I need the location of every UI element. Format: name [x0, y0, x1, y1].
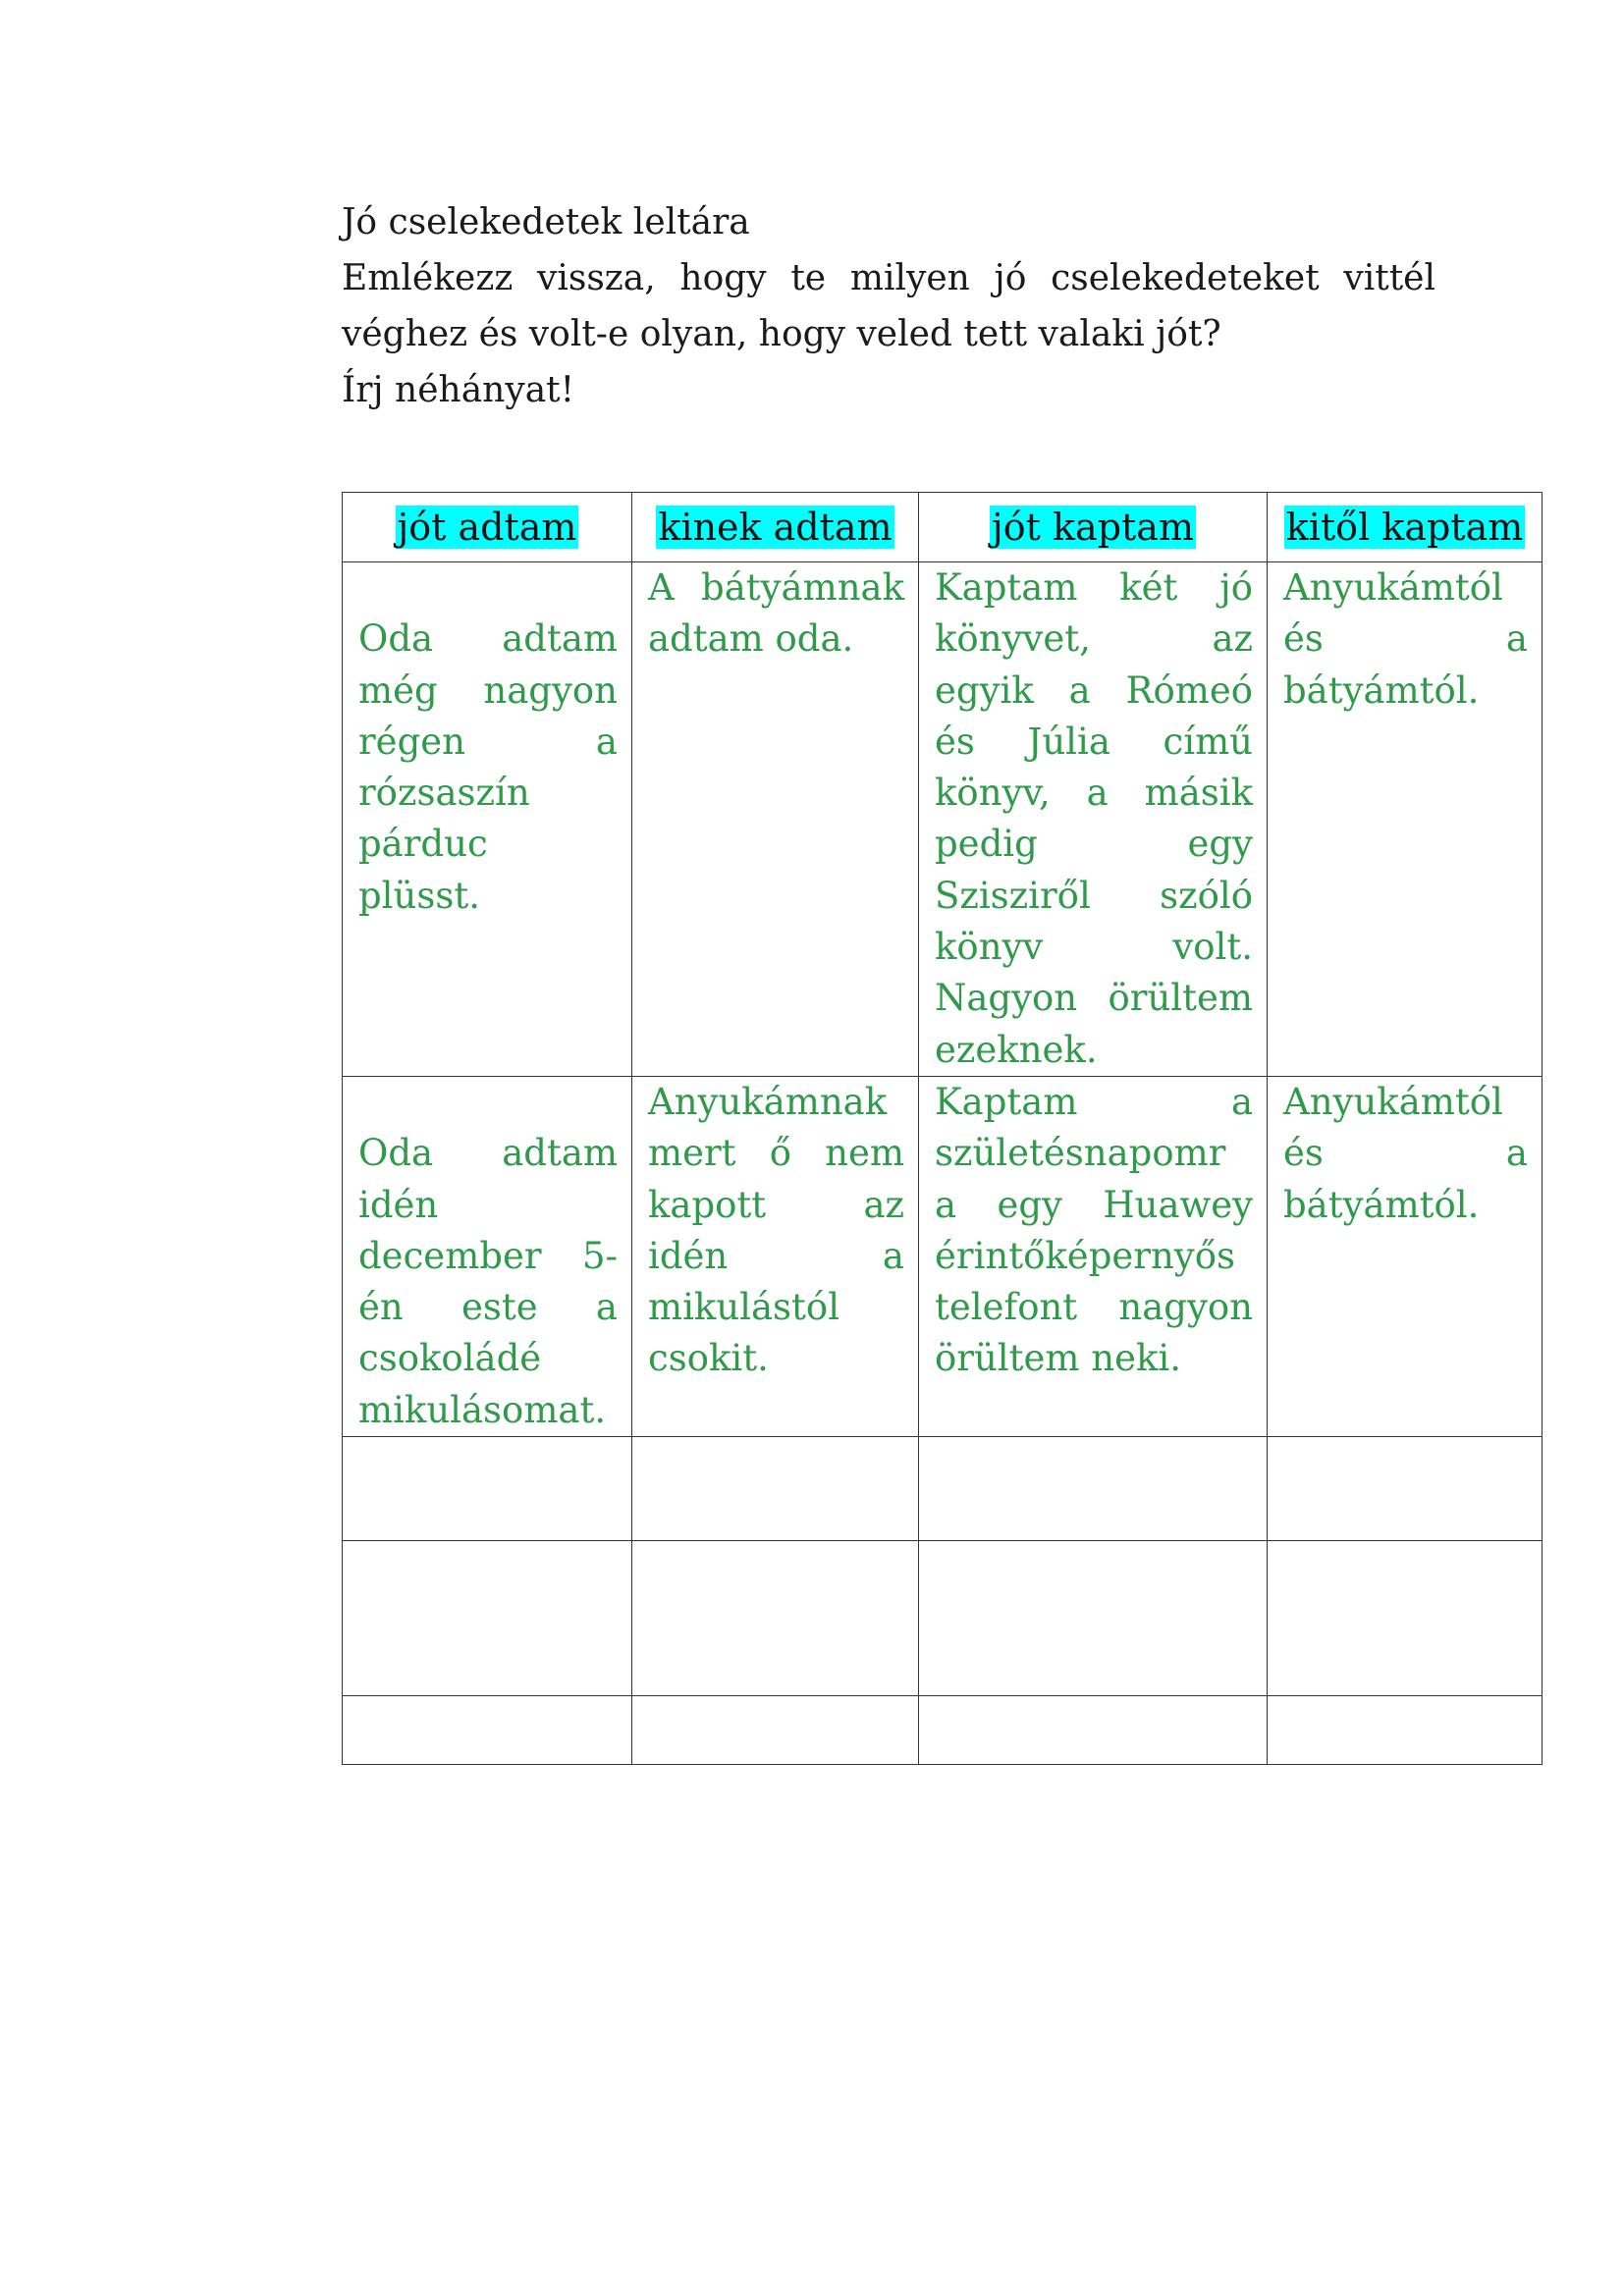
empty-cell	[1268, 1541, 1543, 1696]
text-line: bátyámtól.	[1283, 668, 1480, 712]
cell-text	[1268, 562, 1542, 717]
text-line: még nagyon	[358, 668, 618, 712]
text-line: könyv, a másik	[935, 772, 1253, 815]
cell-gave	[343, 1076, 632, 1436]
text-line: mikulásomat.	[358, 1388, 607, 1431]
text-line: csokoládé	[358, 1337, 542, 1380]
text-line: érintőképernyős	[935, 1234, 1235, 1277]
text-line: pedig egy	[935, 823, 1253, 866]
text-line: adtam oda.	[648, 617, 854, 661]
text-line: a egy Huawey	[935, 1183, 1253, 1226]
cell-received	[919, 562, 1268, 1077]
text-line: párduc	[358, 823, 488, 866]
cell-from-whom	[1268, 562, 1543, 1077]
header-cell	[1268, 493, 1543, 562]
text-line: Kaptam két jó	[935, 566, 1253, 609]
text-line: december 5-	[358, 1234, 618, 1277]
header-received: jót kaptam	[992, 506, 1194, 549]
text-line: születésnapomr	[935, 1132, 1226, 1175]
header-from-whom: kitől kaptam	[1285, 506, 1524, 549]
text-line: Anyukámtól	[1283, 566, 1503, 609]
text-line: Szisziről szóló	[935, 874, 1253, 917]
empty-cell	[343, 1541, 632, 1696]
text-line: idén	[358, 1183, 439, 1226]
good-deeds-table	[342, 492, 1543, 1765]
text-line: és a	[1283, 617, 1528, 661]
header-cell	[632, 493, 919, 562]
empty-cell	[632, 1696, 919, 1765]
worksheet-title: Jó cselekedetek leltára	[342, 202, 750, 242]
text-line: régen a	[358, 720, 618, 763]
cell-to-whom	[632, 562, 919, 1077]
text-line: könyv volt.	[935, 926, 1253, 969]
text-line: A bátyámnak	[648, 566, 904, 609]
cell-text	[343, 562, 631, 922]
text-line: csokit.	[648, 1337, 769, 1380]
text-line: plüsst.	[358, 874, 480, 917]
text-line: egyik a Rómeó	[935, 668, 1253, 712]
instruction-line-1: Emlékezz vissza, hogy te milyen jó cselekedeteket vittél	[342, 258, 1435, 298]
empty-cell	[919, 1541, 1268, 1696]
empty-cell	[1268, 1437, 1543, 1541]
text-line: Kaptam a	[935, 1080, 1253, 1123]
text-line: rózsaszín	[358, 772, 530, 815]
text-line: Nagyon örültem	[935, 977, 1253, 1020]
header-to-whom: kinek adtam	[658, 506, 893, 549]
cell-gave	[343, 562, 632, 1077]
text-line: bátyámtól.	[1283, 1183, 1480, 1226]
text-line: és a	[1283, 1132, 1528, 1175]
cell-text	[632, 562, 918, 666]
cell-from-whom	[1268, 1076, 1543, 1436]
cell-received	[919, 1076, 1268, 1436]
text-line: kapott az	[648, 1183, 904, 1226]
text-line: idén a	[648, 1234, 904, 1277]
table-row-empty	[343, 1696, 1543, 1765]
cell-text	[919, 1077, 1267, 1385]
header-cell	[343, 493, 632, 562]
cell-to-whom	[632, 1076, 919, 1436]
empty-cell	[1268, 1696, 1543, 1765]
table-row-empty	[343, 1541, 1543, 1696]
cell-text	[343, 1077, 631, 1436]
empty-cell	[919, 1696, 1268, 1765]
cell-text	[1268, 1077, 1542, 1231]
table-row	[343, 1076, 1543, 1436]
instruction-line-2: véghez és volt-e olyan, hogy veled tett valaki jót?	[342, 314, 1221, 354]
text-line: Oda adtam	[358, 1132, 618, 1175]
text-line: Anyukámnak	[648, 1080, 888, 1123]
header-gave: jót adtam	[397, 506, 577, 549]
cell-text	[632, 1077, 918, 1385]
table-row-empty	[343, 1437, 1543, 1541]
table-row	[343, 562, 1543, 1077]
text-line: mikulástól	[648, 1286, 840, 1329]
empty-cell	[343, 1696, 632, 1765]
empty-cell	[919, 1437, 1268, 1541]
text-line: Oda adtam	[358, 617, 618, 661]
empty-cell	[632, 1541, 919, 1696]
text-line: és Júlia című	[935, 720, 1253, 763]
empty-cell	[632, 1437, 919, 1541]
text-line: mert ő nem	[648, 1132, 904, 1175]
cell-text	[919, 562, 1267, 1076]
text-line: én este a	[358, 1286, 618, 1329]
table-header-row	[343, 493, 1543, 562]
text-line: örültem neki.	[935, 1337, 1181, 1380]
intro-block	[342, 194, 1435, 418]
text-line: könyvet, az	[935, 617, 1253, 661]
empty-cell	[343, 1437, 632, 1541]
text-line	[358, 1077, 618, 1128]
header-cell	[919, 493, 1268, 562]
text-line	[358, 562, 618, 614]
text-line: telefont nagyon	[935, 1286, 1253, 1329]
text-line: Anyukámtól	[1283, 1080, 1503, 1123]
instruction-short: Írj néhányat!	[342, 370, 575, 410]
text-line: ezeknek.	[935, 1028, 1098, 1071]
